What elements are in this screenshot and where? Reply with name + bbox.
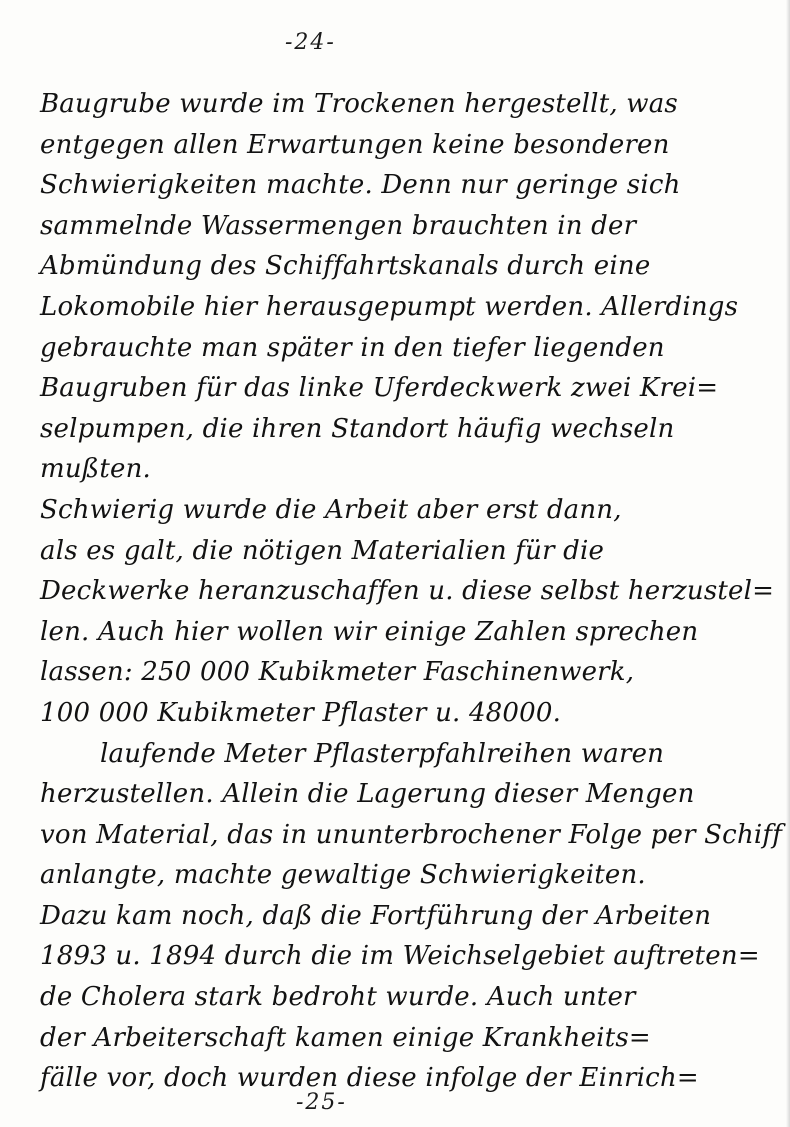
text-line: als es galt, die nötigen Materialien für die: [40, 535, 605, 566]
text-line: anlangte, machte gewaltige Schwierigkeiten.: [40, 860, 646, 891]
text-line: mußten.: [40, 454, 152, 485]
text-line: Dazu kam noch, daß die Fortführung der Arbeiten: [40, 900, 712, 931]
page-number-top: -24-: [285, 30, 336, 55]
text-line: von Material, das in ununterbrochener Folge per Schiff: [40, 819, 783, 850]
text-line: 1893 u. 1894 durch die im Weichselgebiet auftreten=: [40, 941, 760, 972]
text-line-indented: laufende Meter Pflasterpfahlreihen waren: [100, 738, 665, 769]
text-line: herzustellen. Allein die Lagerung dieser Mengen: [40, 779, 695, 810]
text-line: Abmündung des Schiffahrtskanals durch eine: [40, 251, 651, 282]
text-line: gebrauchte man später in den tiefer liegenden: [40, 332, 665, 363]
text-line: der Arbeiterschaft kamen einige Krankheits=: [40, 1022, 651, 1053]
text-line: Baugrube wurde im Trockenen hergestellt, was: [40, 89, 678, 119]
text-line: Schwierigkeiten machte. Denn nur geringe sich: [40, 170, 681, 201]
text-line: Baugruben für das linke Uferdeckwerk zwei Krei=: [40, 373, 719, 404]
text-line: fälle vor, doch wurden diese infolge der Einrich=: [40, 1063, 699, 1094]
page-edge-shadow: [786, 0, 790, 1127]
text-line: Schwierig wurde die Arbeit aber erst dann,: [40, 494, 622, 525]
text-line: lassen: 250 000 Kubikmeter Faschinenwerk,: [40, 657, 635, 688]
text-line: entgegen allen Erwartungen keine besonderen: [40, 129, 670, 160]
text-line: len. Auch hier wollen wir einige Zahlen sprechen: [40, 616, 699, 647]
handwritten-body-text: [40, 84, 783, 1099]
page-number-bottom: -25-: [296, 1090, 347, 1115]
text-line: selpumpen, die ihren Standort häufig wechseln: [40, 413, 675, 444]
text-line: de Cholera stark bedroht wurde. Auch unter: [40, 982, 636, 1013]
text-line: Deckwerke heranzuschaffen u. diese selbst herzustel=: [40, 576, 775, 607]
text-line: sammelnde Wassermengen brauchten in der: [40, 210, 637, 241]
text-line: 100 000 Kubikmeter Pflaster u. 48000.: [40, 697, 562, 728]
text-line: Lokomobile hier herausgepumpt werden. Allerdings: [40, 291, 739, 322]
